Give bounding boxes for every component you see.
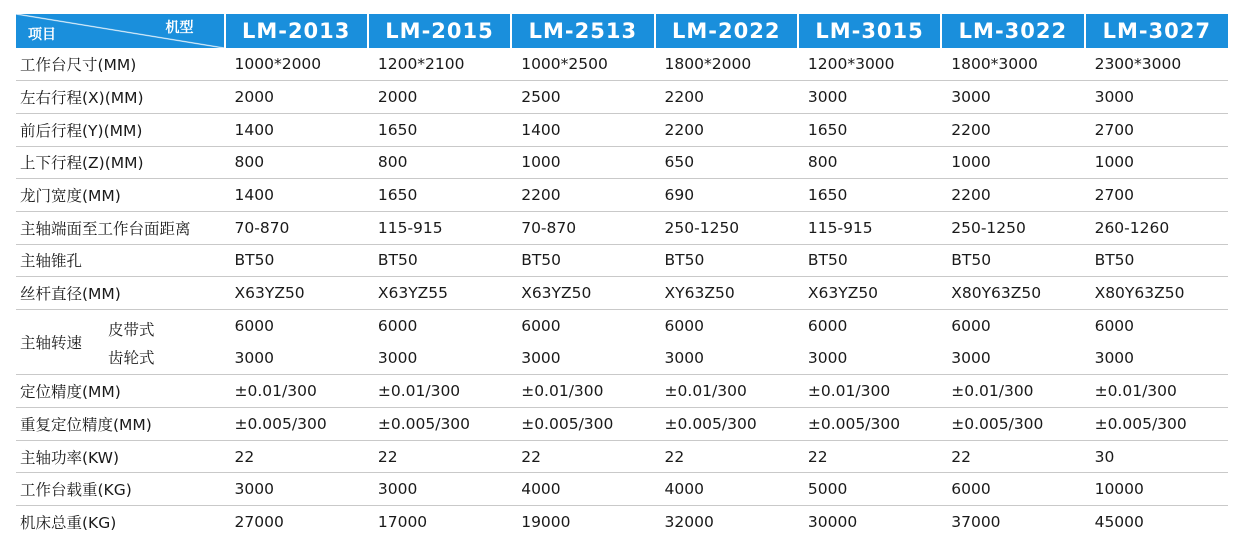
table-row [16,277,1228,310]
row-name: 丝杆直径(MM) [16,277,225,310]
row-name: 主轴端面至工作台面距离 [16,211,225,244]
table-row [16,473,1228,506]
cell-value: BT50 [225,244,368,277]
cell-value: ±0.005/300 [798,408,941,441]
cell-value: 3000 [798,342,941,375]
cell-value: 115-915 [368,211,511,244]
cell-value: 3000 [798,81,941,114]
corner-header [16,14,225,48]
cell-value: 2000 [225,81,368,114]
cell-value: 250-1250 [941,211,1084,244]
spindle-speed-cell [16,310,225,375]
cell-value: 32000 [664,513,714,532]
row-name: 重复定位精度(MM) [16,408,225,441]
model-header: LM-2022 [655,14,798,48]
cell-value: 1800*2000 [655,48,798,81]
model-label: 机型 [165,20,194,36]
cell-value: 45000 [1094,513,1144,532]
cell-value: 250-1250 [655,211,798,244]
cell-value: 690 [655,179,798,212]
table-row [16,506,1228,539]
cell-value: X63YZ50 [798,277,941,310]
cell-value: X63YZ50 [225,277,368,310]
cell-value: 1000 [941,146,1084,179]
table-row-spindle-belt [16,310,1228,343]
sub-label-gear: 齿轮式 [108,349,155,368]
cell-value: 22 [511,440,654,473]
model-header: LM-2013 [225,14,368,48]
cell-value: ±0.005/300 [511,408,654,441]
cell-value: BT50 [511,244,654,277]
cell-value: 1800*3000 [941,48,1084,81]
cell-value: 6000 [807,317,848,336]
cell-value: 3000 [941,342,1084,375]
row-name: 主轴转速 [20,334,83,353]
cell-value: 6000 [377,317,418,336]
table-row [16,81,1228,114]
cell-value: 260-1260 [1085,211,1228,244]
cell-value: 3000 [1085,81,1228,114]
table-row [16,244,1228,277]
cell-value: 30000 [807,513,858,532]
cell-value: 115-915 [798,211,941,244]
cell-value: ±0.005/300 [941,408,1084,441]
cell-value: X63YZ55 [368,277,511,310]
sub-label-belt: 皮带式 [108,321,155,339]
cell-value: 6000 [234,317,274,336]
cell-value: 3000 [225,473,368,506]
cell-value: 1650 [798,179,941,212]
cell-value: ±0.01/300 [798,375,941,408]
cell-value: 800 [225,146,368,179]
table-row [16,408,1228,441]
cell-value: 3000 [225,342,368,375]
cell-value: 22 [941,440,1084,473]
cell-value: 4000 [655,473,798,506]
cell-value: BT50 [941,244,1084,277]
cell-value: 1000 [1085,146,1228,179]
cell-value: 2200 [941,179,1084,212]
cell-value: 1000 [511,146,654,179]
table-row [16,146,1228,179]
table-row [16,375,1228,408]
cell-value: 1000*2500 [511,48,654,81]
cell-value: 1400 [225,113,368,146]
cell-value: 2200 [511,179,654,212]
cell-value: 2500 [511,81,654,114]
cell-value: 3000 [1085,342,1228,375]
cell-value: 70-870 [225,211,368,244]
cell-value: 10000 [1085,473,1228,506]
cell-value: 2200 [941,113,1084,146]
cell-value: 3000 [368,342,511,375]
row-name: 前后行程(Y)(MM) [16,113,225,146]
cell-value: BT50 [1085,244,1228,277]
cell-value: 650 [655,146,798,179]
cell-value: XY63Z50 [655,277,798,310]
table-row [16,179,1228,212]
cell-value: 2300*3000 [1085,48,1228,81]
row-name: 机床总重(KG) [20,514,117,533]
model-header: LM-3022 [941,14,1084,48]
cell-value: 37000 [951,513,1001,532]
cell-value: 22 [655,440,798,473]
cell-value: 1650 [368,179,511,212]
cell-value: 800 [798,146,941,179]
cell-value: ±0.01/300 [1085,375,1228,408]
cell-value: 1000*2000 [225,48,368,81]
cell-value: 27000 [234,513,284,532]
cell-value: 6000 [1094,317,1135,336]
cell-value: 1400 [225,179,368,212]
cell-value: BT50 [368,244,511,277]
table-row [16,48,1228,81]
spec-table [16,14,1228,538]
cell-value: ±0.005/300 [1085,408,1228,441]
cell-value: 2200 [655,113,798,146]
cell-value: ±0.005/300 [225,408,368,441]
model-header: LM-3015 [798,14,941,48]
cell-value: X80Y63Z50 [941,277,1084,310]
header-row [16,14,1228,48]
cell-value: 6000 [521,317,561,336]
cell-value: 3000 [368,473,511,506]
cell-value: ±0.01/300 [511,375,654,408]
cell-value: ±0.01/300 [655,375,798,408]
row-name: 左右行程(X)(MM) [16,81,225,114]
table-row [16,113,1228,146]
cell-value: 1200*3000 [798,48,941,81]
cell-value: 1650 [368,113,511,146]
cell-value: ±0.005/300 [655,408,798,441]
row-name: 工作台载重(KG) [16,473,225,506]
cell-value: 6000 [941,473,1084,506]
cell-value: 3000 [655,342,798,375]
row-name: 定位精度(MM) [16,375,225,408]
model-header: LM-2015 [368,14,511,48]
row-name: 主轴锥孔 [16,244,225,277]
cell-value: 2700 [1085,179,1228,212]
cell-value: 3000 [511,342,654,375]
cell-value: BT50 [798,244,941,277]
cell-value: 22 [368,440,511,473]
cell-value: ±0.01/300 [941,375,1084,408]
cell-value: 22 [225,440,368,473]
cell-value: 3000 [941,81,1084,114]
cell-value: 6000 [951,317,991,336]
model-header: LM-3027 [1085,14,1228,48]
row-name: 工作台尺寸(MM) [16,48,225,81]
table-row [16,440,1228,473]
cell-value: ±0.01/300 [225,375,368,408]
cell-value: ±0.01/300 [368,375,511,408]
cell-value: 22 [798,440,941,473]
cell-value: 1400 [511,113,654,146]
cell-value: ±0.005/300 [368,408,511,441]
cell-value: 5000 [798,473,941,506]
cell-value: 2700 [1085,113,1228,146]
table-row [16,211,1228,244]
model-header: LM-2513 [511,14,654,48]
cell-value: 70-870 [511,211,654,244]
row-name: 上下行程(Z)(MM) [16,146,225,179]
cell-value: 30 [1085,440,1228,473]
row-name: 龙门宽度(MM) [16,179,225,212]
cell-value: 17000 [377,513,428,532]
cell-value: 1200*2100 [368,48,511,81]
cell-value: 6000 [664,317,704,336]
cell-value: 2200 [655,81,798,114]
cell-value: X63YZ50 [511,277,654,310]
cell-value: 19000 [521,513,571,532]
cell-value: 800 [368,146,511,179]
row-name: 主轴功率(KW) [16,440,225,473]
cell-value: BT50 [655,244,798,277]
cell-value: 2000 [368,81,511,114]
cell-value: 4000 [511,473,654,506]
cell-value: X80Y63Z50 [1085,277,1228,310]
item-label: 项目 [28,27,56,43]
cell-value: 1650 [798,113,941,146]
